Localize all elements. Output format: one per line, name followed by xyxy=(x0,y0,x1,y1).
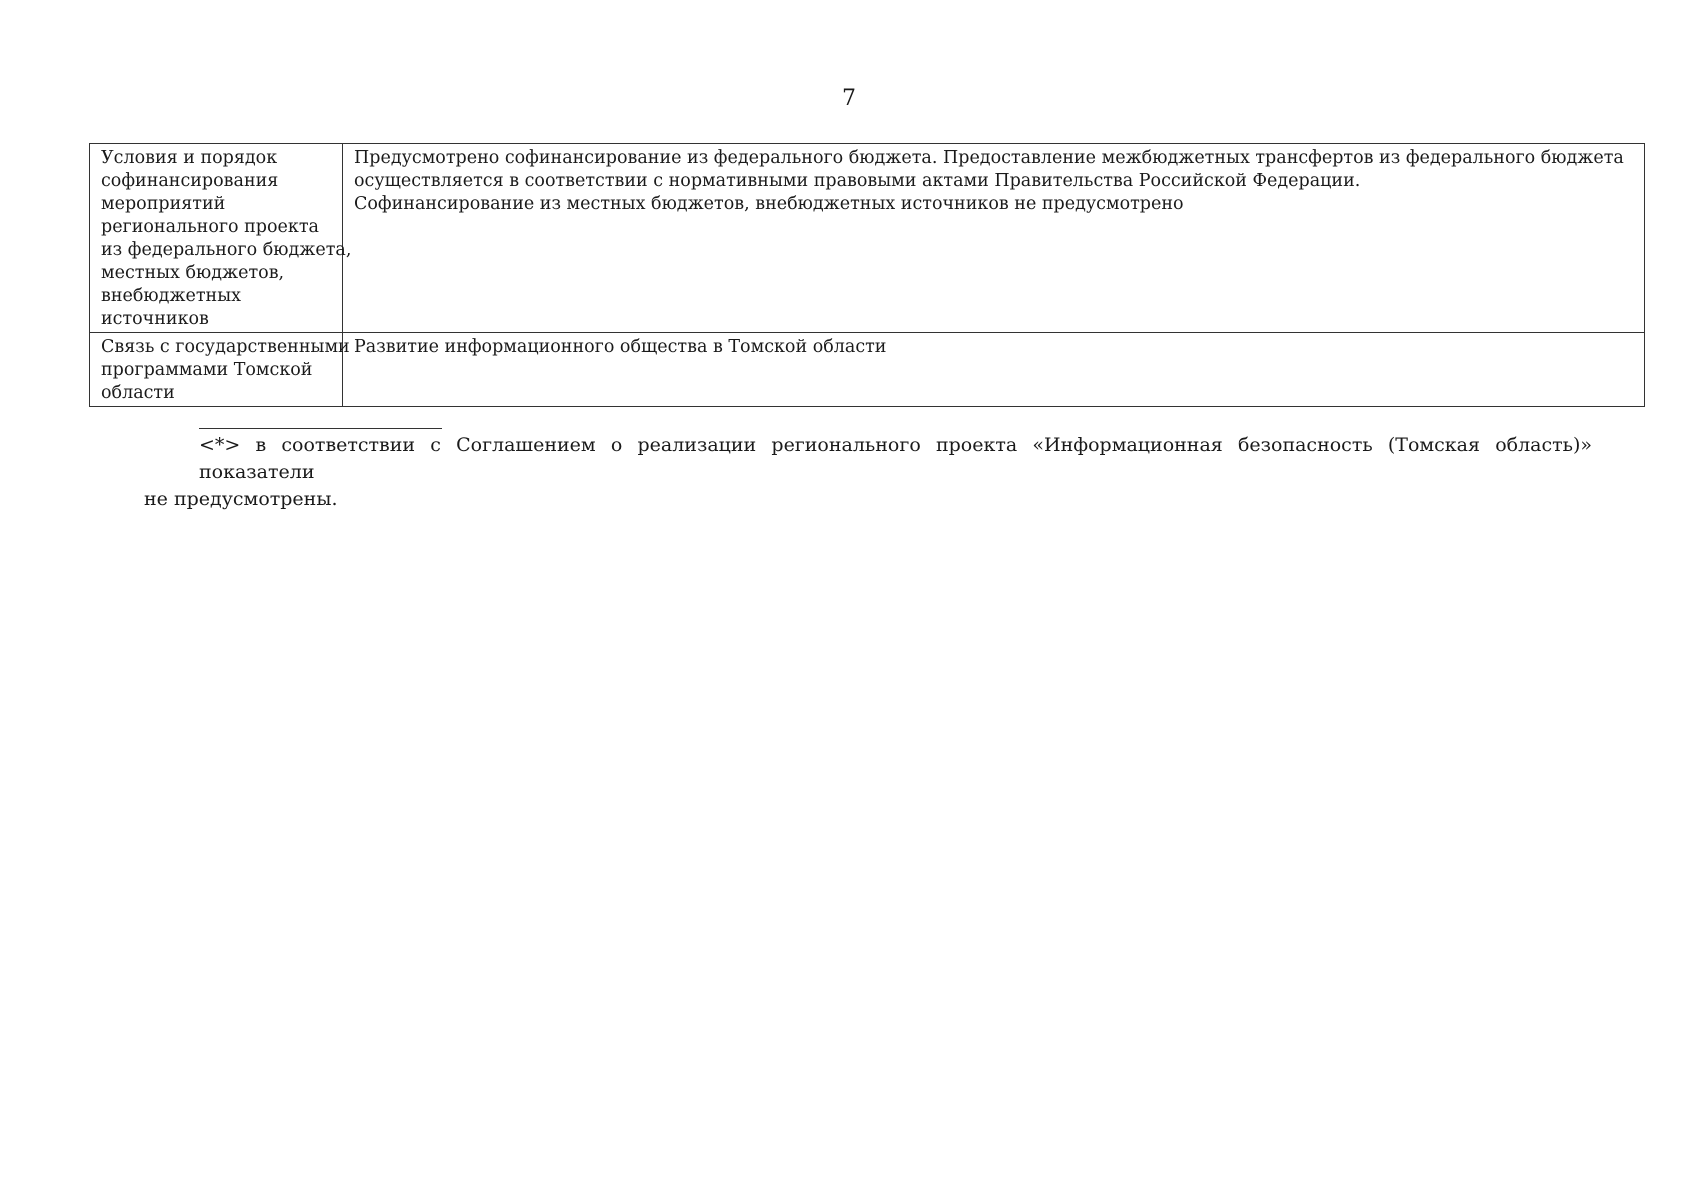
row-label-cofinancing xyxy=(90,144,352,333)
value-line: Софинансирование из местных бюджетов, внебюджетных источников не предусмотрено xyxy=(354,194,1184,214)
label-line: области xyxy=(101,383,175,403)
table-row xyxy=(90,333,1645,407)
value-line: осуществляется в соответствии с нормативными правовыми актами Правительства Российской Федерации. xyxy=(354,171,1361,191)
label-line: внебюджетных xyxy=(101,286,242,306)
label-line: регионального проекта xyxy=(101,217,319,237)
label-line: Связь с государственными xyxy=(101,337,350,357)
label-line: из федерального бюджета, xyxy=(101,240,352,260)
footnote-line-1: <*> в соответствии с Соглашением о реализации регионального проекта «Информационная безопасность (Томская область)» показатели xyxy=(199,434,1592,483)
project-info-table xyxy=(89,143,1645,407)
footnote-separator xyxy=(199,428,442,429)
value-line: Предусмотрено софинансирование из федерального бюджета. Предоставление межбюджетных трансфертов из федерального бюджета xyxy=(354,148,1624,168)
label-line: источников xyxy=(101,309,209,329)
footnote xyxy=(144,432,1592,513)
label-line: программами Томской xyxy=(101,360,313,380)
label-line: Условия и порядок xyxy=(101,148,278,168)
footnote-line-2: не предусмотрены. xyxy=(144,488,338,510)
value-line: Развитие информационного общества в Томской области xyxy=(354,337,887,357)
row-value-state-programs xyxy=(343,333,1645,407)
label-line: софинансирования xyxy=(101,171,279,191)
row-value-cofinancing xyxy=(343,144,1645,333)
label-line: мероприятий xyxy=(101,194,226,214)
table-row xyxy=(90,144,1645,333)
row-label-state-programs xyxy=(90,333,350,407)
page-number: 7 xyxy=(842,86,856,111)
label-line: местных бюджетов, xyxy=(101,263,285,283)
